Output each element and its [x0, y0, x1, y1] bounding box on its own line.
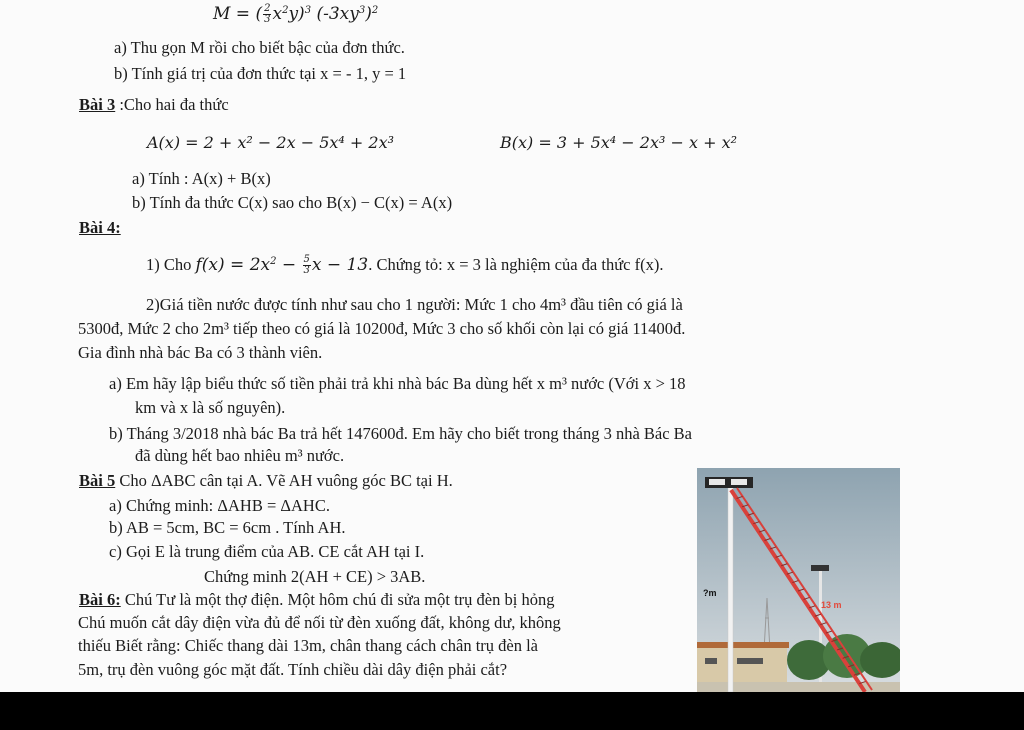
bai4-item-a-line1: a) Em hãy lập biểu thức số tiền phải trả khi nhà bác Ba dùng hết x m³ nước (Với x > 18 — [109, 374, 686, 393]
distant-lamp-head — [811, 565, 829, 571]
street-light-illustration — [697, 468, 900, 692]
bai4-q2-line3: Gia đình nhà bác Ba có 3 thành viên. — [78, 343, 323, 362]
bai6-line2: Chú muốn cắt dây điện vừa đủ để nối từ đèn xuống đất, không dư, không — [78, 613, 561, 632]
bai6-line1 — [79, 590, 554, 610]
fraction-numerator: 2 — [264, 3, 271, 14]
formula-m-exp-outer: 3 — [304, 5, 312, 16]
formula-m-fraction — [263, 4, 271, 25]
bai4-q1-suffix: . Chứng tỏ: x = 3 là nghiệm của đa thức f(x). — [368, 255, 664, 274]
formula-m-x: x — [272, 4, 283, 24]
bai3-item-a: a) Tính : A(x) + B(x) — [132, 169, 271, 188]
bai6-line1-text: Chú Tư là một thợ điện. Một hôm chú đi sửa một trụ đèn bị hỏng — [120, 590, 555, 609]
bai4-item-b-line2: đã dùng hết bao nhiêu m³ nước. — [135, 446, 345, 465]
fraction-denominator: 3 — [303, 265, 310, 276]
ladder-length-label: 13 m — [821, 600, 842, 610]
bai5-heading-text: Cho ΔABC cân tại A. Vẽ AH vuông góc BC tại H. — [115, 471, 453, 490]
formula-m-second-factor: (-3xy — [316, 4, 359, 24]
polynomial-b: B(x) = 3 + 5x⁴ − 2x³ − x + x² — [500, 133, 738, 152]
bai4-q1-exp: 2 — [270, 256, 277, 267]
bai5-heading — [79, 471, 453, 491]
window — [705, 658, 717, 664]
bai4-q1-formula-a: f(x) = 2x — [195, 255, 271, 275]
fraction-denominator: 3 — [264, 14, 271, 25]
bai3-heading-text: :Cho hai đa thức — [115, 95, 229, 114]
lamp-light — [709, 479, 725, 485]
bai4-q2-line1: 2)Giá tiền nước được tính như sau cho 1 người: Mức 1 cho 4m³ đầu tiên có giá là — [146, 295, 683, 314]
bai5-item-a: a) Chứng minh: ΔAHB = ΔAHC. — [109, 496, 330, 515]
formula-m-exp-square: 2 — [371, 5, 379, 16]
bai4-item-a-line2: km và x là số nguyên). — [135, 398, 286, 417]
bai4-heading: Bài 4: — [79, 218, 121, 237]
bottom-black-bar — [0, 692, 1024, 730]
bai5-item-c: c) Gọi E là trung điểm của AB. CE cắt AH tại I. — [109, 542, 425, 561]
bai2-item-b: b) Tính giá trị của đơn thức tại x = - 1, y = 1 — [114, 64, 407, 83]
bai2-item-a: a) Thu gọn M rồi cho biết bậc của đơn thức. — [114, 38, 405, 57]
bai4-q1-prefix: 1) Cho — [146, 255, 196, 274]
bai6-heading-label: Bài 6: — [79, 590, 121, 609]
bai3-heading-label: Bài 3 — [79, 95, 116, 114]
lamp-pole — [728, 486, 733, 692]
polynomial-a: A(x) = 2 + x² − 2x − 5x⁴ + 2x³ — [147, 133, 395, 152]
bai5-heading-label: Bài 5 — [79, 471, 116, 490]
formula-m-lhs: M = ( — [213, 4, 263, 24]
window — [737, 658, 763, 664]
fraction-numerator: 5 — [303, 254, 310, 265]
pole-height-label: ?m — [703, 588, 717, 598]
bai4-item-b-line1: b) Tháng 3/2018 nhà bác Ba trả hết 147600đ. Em hãy cho biết trong tháng 3 nhà Bác Ba — [109, 424, 693, 443]
bai4-q1-formula-c: x − 13 — [311, 255, 369, 275]
formula-m-y: y) — [288, 4, 305, 24]
bai4-q1-fraction — [303, 255, 311, 276]
bai4-q1-formula — [196, 255, 369, 275]
bai4-question-1 — [146, 255, 663, 276]
formula-m-close: ) — [365, 4, 372, 24]
formula-m-exp: 2 — [282, 5, 289, 16]
street-light-photo — [697, 468, 900, 692]
bai5-item-c-proof: Chứng minh 2(AH + CE) > 3AB. — [204, 567, 426, 586]
formula-m — [213, 4, 378, 25]
bai5-item-b: b) AB = 5cm, BC = 6cm . Tính AH. — [109, 518, 346, 537]
bai3-item-b: b) Tính đa thức C(x) sao cho B(x) − C(x) = A(x) — [132, 193, 453, 212]
lamp-light — [731, 479, 747, 485]
bai6-line3: thiếu Biết rằng: Chiếc thang dài 13m, chân thang cách chân trụ đèn là — [78, 636, 539, 655]
building-roof — [697, 642, 789, 648]
bai4-q1-minus: − — [276, 255, 302, 275]
formula-m-exp: 3 — [358, 5, 366, 16]
bai3-heading — [79, 95, 229, 115]
bai6-line4: 5m, trụ đèn vuông góc mặt đất. Tính chiều dài dây điện phải cắt? — [78, 660, 508, 679]
bai4-q2-line2: 5300đ, Mức 2 cho 2m³ tiếp theo có giá là 10200đ, Mức 3 cho số khối còn lại có giá 11400đ. — [78, 319, 686, 338]
